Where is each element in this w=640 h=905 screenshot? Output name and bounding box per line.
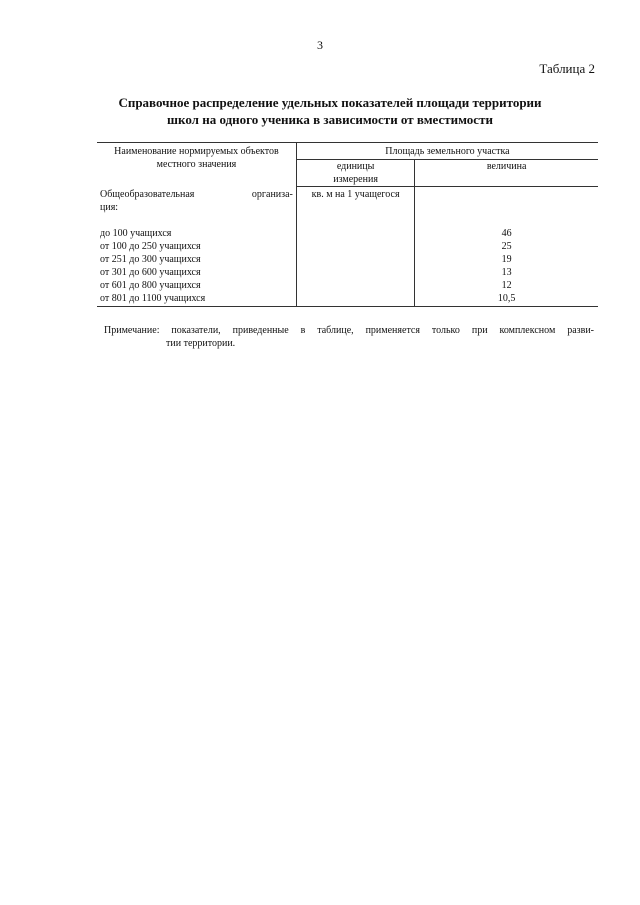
object-name-line-2: ция: [100,201,119,213]
row-label: от 801 до 1100 учащихся [97,292,296,307]
object-name-cell [97,187,296,227]
row-unit [296,266,414,279]
row-label: от 100 до 250 учащихся [97,240,296,253]
row-value: 12 [501,279,512,291]
table-caption: Таблица 2 [539,61,595,76]
table-row [97,253,598,266]
table-row [97,279,598,292]
row-label: от 301 до 600 учащихся [97,266,296,279]
table-row [97,240,598,253]
table-row [97,292,598,307]
header-area-cell: Площадь земельного участка [296,143,598,160]
row-unit [296,279,414,292]
row-value: 19 [501,253,512,265]
object-unit-cell: кв. м на 1 учащегося [296,187,414,227]
table-row [97,227,598,240]
header-name-cell: Наименование нормируемых объектов местного значения [97,143,296,187]
row-label: до 100 учащихся [97,227,296,240]
object-row [97,187,598,227]
object-value-cell [415,187,598,227]
row-value: 46 [501,227,512,239]
header-unit-cell: единицы измерения [296,160,414,187]
row-unit [296,292,414,307]
row-value: 13 [501,266,512,278]
row-label: от 251 до 300 учащихся [97,253,296,266]
title-line-1: Справочное распределение удельных показателей площади территории [118,95,542,110]
note-line-2: тии территории. [166,338,236,349]
row-label: от 601 до 800 учащихся [97,279,296,292]
table-note [104,324,594,350]
row-value: 10,5 [415,292,598,307]
header-value-cell: величина [415,160,598,187]
table-row [97,266,598,279]
header-row-1 [97,143,598,160]
row-unit [296,240,414,253]
page-number: 3 [317,38,323,52]
row-value: 25 [501,240,512,252]
title-line-2: школ на одного ученика в зависимости от вместимости [167,112,493,127]
row-unit [296,253,414,266]
object-name-line-1: Общеобразовательная организа- [100,188,293,200]
document-title [100,94,560,128]
row-unit [296,227,414,240]
note-line-1: Примечание: показатели, приведенные в таблице, применяется только при комплексном разви- [104,325,594,336]
norms-table [97,142,598,307]
